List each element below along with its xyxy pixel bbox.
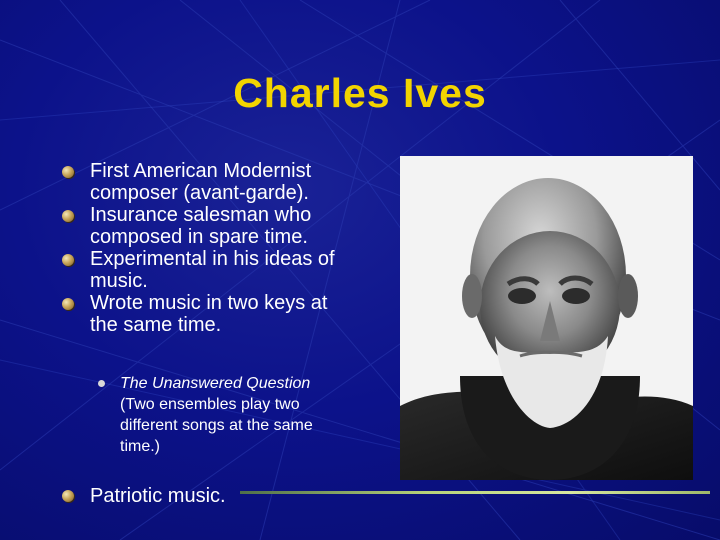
bullet-item	[62, 248, 352, 292]
work-description: (Two ensembles play two different songs at the same time.)	[120, 396, 313, 455]
sub-bullet-list	[98, 373, 318, 457]
gold-sphere-bullet-icon	[62, 166, 74, 178]
work-title: The Unanswered Question	[120, 375, 311, 392]
sub-bullet-item	[98, 373, 318, 457]
small-gray-dot-icon	[98, 380, 105, 387]
bullet-text: Patriotic music.	[90, 485, 226, 507]
gold-sphere-bullet-icon	[62, 210, 74, 222]
bullet-item	[62, 292, 352, 336]
bullet-item-last	[62, 484, 390, 508]
portrait-photo	[400, 156, 693, 480]
bullet-item	[62, 204, 352, 248]
gold-sphere-bullet-icon	[62, 490, 74, 502]
bullet-text: Insurance salesman who composed in spare time.	[90, 204, 312, 248]
bullet-list	[62, 160, 352, 336]
portrait-image	[400, 156, 693, 480]
bullet-text: Experimental in his ideas of music.	[90, 248, 335, 292]
bullet-text: First American Modernist composer (avant-garde).	[90, 160, 312, 204]
gold-sphere-bullet-icon	[62, 298, 74, 310]
gold-sphere-bullet-icon	[62, 254, 74, 266]
slide-title: Charles Ives	[233, 70, 487, 116]
bullet-item	[62, 160, 352, 204]
bullet-text: Wrote music in two keys at the same time.	[90, 292, 328, 336]
